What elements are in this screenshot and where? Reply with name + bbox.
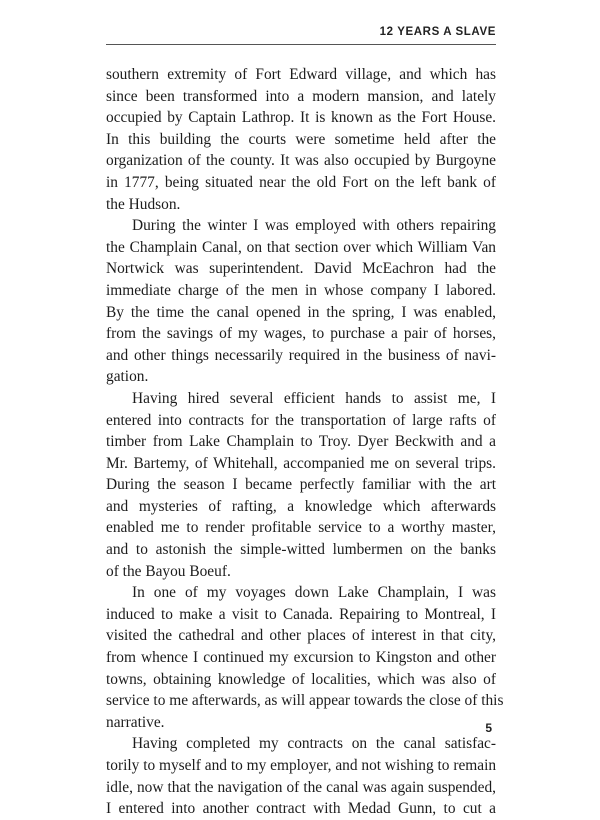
text-line: induced to make a visit to Canada. Repairing to Montreal, I [106,605,496,623]
text-line: immediate charge of the men in whose company I labored. [106,281,496,299]
text-line: By the time the canal opened in the spring, I was enabled, [106,303,496,321]
text-line: narrative. [106,713,165,731]
text-line: enabled me to render profitable service to a worthy master, [106,519,496,537]
text-line: torily to myself and to my employer, and not wishing to remain [106,757,497,774]
text-line: the Champlain Canal, on that section over which William Van [106,238,496,256]
text-line: from the savings of my wages, to purchase a pair of horses, [106,325,496,343]
text-line: and mysteries of rafting, a knowledge which afterwards [106,497,496,515]
text-line: I entered into another contract with Medad Gunn, to cut a [106,800,496,818]
text-line: visited the cathedral and other places of interest in that city, [106,627,496,645]
text-line: occupied by Captain Lathrop. It is known as the Fort House. [106,109,496,127]
text-line: During the winter I was employed with others repairing [132,217,496,235]
running-header: 12 YEARS A SLAVE [379,26,496,38]
text-line: In one of my voyages down Lake Champlain, I was [132,584,496,602]
text-line: Nortwick was superintendent. David McEachron had the [106,260,496,278]
text-line: timber from Lake Champlain to Troy. Dyer Beckwith and a [106,433,496,451]
text-line: organization of the county. It was also occupied by Burgoyne [106,152,496,170]
text-line: since been transformed into a modern mansion, and lately [106,87,496,105]
text-line: towns, obtaining knowledge of localities, which was also of [106,670,496,688]
text-line: idle, now that the navigation of the canal was again suspended, [106,778,496,796]
text-line: gation. [106,368,149,386]
text-line: and to astonish the simple-witted lumbermen on the banks [106,541,496,559]
text-line: in 1777, being situated near the old Fort on the left bank of [106,173,496,191]
header-rule [106,44,496,45]
text-line: In this building the courts were sometime held after the [106,130,496,148]
text-line: entered into contracts for the transportation of large rafts of [106,411,496,429]
text-line: from whence I continued my excursion to Kingston and other [106,649,496,667]
text-line: service to me afterwards, as will appear towards the close of this [106,692,504,710]
text-line: and other things necessarily required in the business of navi- [106,346,496,364]
text-line: Mr. Bartemy, of Whitehall, accompanied me on several trips. [106,454,496,472]
text-line: Having completed my contracts on the canal satisfac- [132,735,496,753]
body-text [106,64,504,820]
text-line: of the Bayou Boeuf. [106,562,231,580]
page-number: 5 [485,721,492,735]
text-line: the Hudson. [106,195,181,213]
text-line: During the season I became perfectly familiar with the art [106,476,496,494]
text-line: southern extremity of Fort Edward village, and which has [106,66,496,83]
text-line: Having hired several efficient hands to assist me, I [132,389,496,407]
